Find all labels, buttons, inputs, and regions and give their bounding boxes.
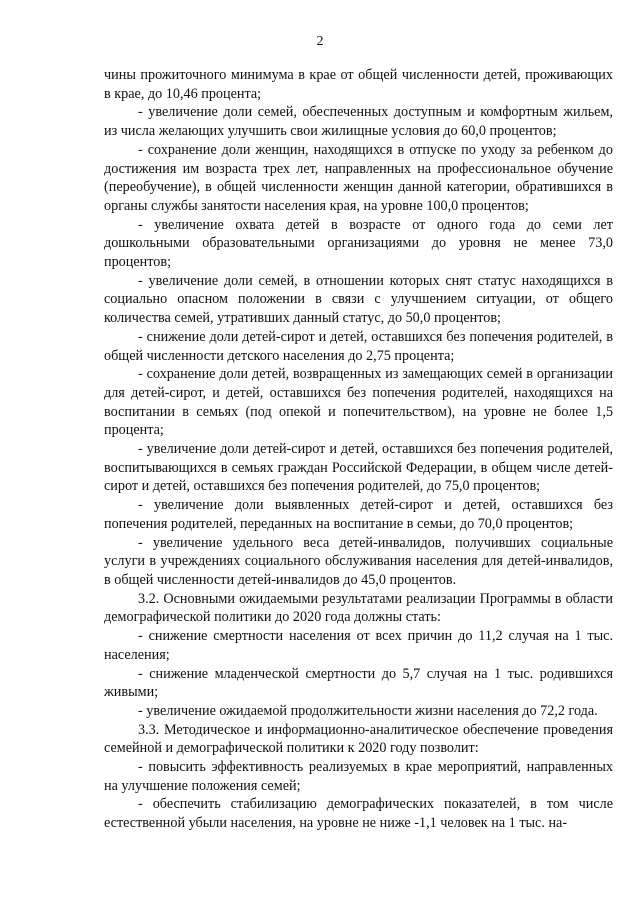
paragraph: - повысить эффективность реализуемых в крае мероприятий, направленных на улучшение положения семей;	[104, 759, 613, 794]
page-number: 2	[316, 34, 324, 49]
document-body	[104, 66, 613, 833]
paragraph: - увеличение удельного веса детей-инвалидов, получивших социальные услуги в учреждениях социального обслуживания населения для детей-инвалидов, в общей численности детей-инвалидов до 45,0 процентов.	[104, 534, 613, 588]
paragraph: - снижение младенческой смертности до 5,7 случая на 1 тыс. родившихся живыми;	[104, 665, 613, 701]
paragraph: - сохранение доли детей, возвращенных из замещающих семей в организации для детей-сирот, и детей, оставшихся без попечения родителей, находящихся на воспитании в семьях (под опекой и попечительством), на уровне не более 1,5 процента;	[104, 366, 613, 439]
paragraph: - увеличение доли семей, в отношении которых снят статус находящихся в социально опасном положении в связи с улучшением ситуации, от общего количества семей, утративших данный статус, до 50,0 процентов;	[104, 272, 613, 327]
section-paragraph: 3.3. Методическое и информационно-аналитическое обеспечение проведения семейной и демографической политики к 2020 году позволит:	[104, 721, 613, 757]
paragraph: - сохранение доли женщин, находящихся в отпуске по уходу за ребенком до достижения им возраста трех лет, направленных на профессиональное обучение (переобучение), в общей численности женщин данной категории, обратившихся в органы службы занятости населения края, на уровне 100,0 процентов;	[104, 141, 613, 214]
paragraph: - обеспечить стабилизацию демографических показателей, в том числе естественной убыли населения, на уровне не ниже -1,1 человек на 1 тыс. на-	[104, 796, 613, 832]
paragraph: - увеличение ожидаемой продолжительности жизни населения до 72,2 года.	[138, 702, 598, 719]
paragraph: - снижение смертности населения от всех причин до 11,2 случая на 1 тыс. населения;	[104, 628, 613, 663]
paragraph: - увеличение доли детей-сирот и детей, оставшихся без попечения родителей, воспитывающихся в семьях граждан Российской Федерации, в общем числе детей-сирот и детей, оставшихся без попечения родителей, до 75,0 процентов;	[104, 441, 613, 495]
section-paragraph: 3.2. Основными ожидаемыми результатами реализации Программы в области демографической политики до 2020 года должны стать:	[104, 590, 613, 626]
paragraph: - увеличение доли выявленных детей-сирот и детей, оставшихся без попечения родителей, переданных на воспитание в семьи, до 70,0 процентов;	[104, 497, 613, 532]
paragraph: - увеличение охвата детей в возрасте от одного года до семи лет дошкольными образовательными организациями до уровня не менее 73,0 процентов;	[104, 216, 613, 271]
paragraph: - увеличение доли семей, обеспеченных доступным и комфортным жильем, из числа желающих улучшить свои жилищные условия до 60,0 процентов;	[104, 104, 613, 140]
paragraph: - снижение доли детей-сирот и детей, оставшихся без попечения родителей, в общей численности детского населения до 2,75 процента;	[104, 328, 613, 364]
paragraph: чины прожиточного минимума в крае от общей численности детей, проживающих в крае, до 10,46 процента;	[104, 67, 613, 102]
